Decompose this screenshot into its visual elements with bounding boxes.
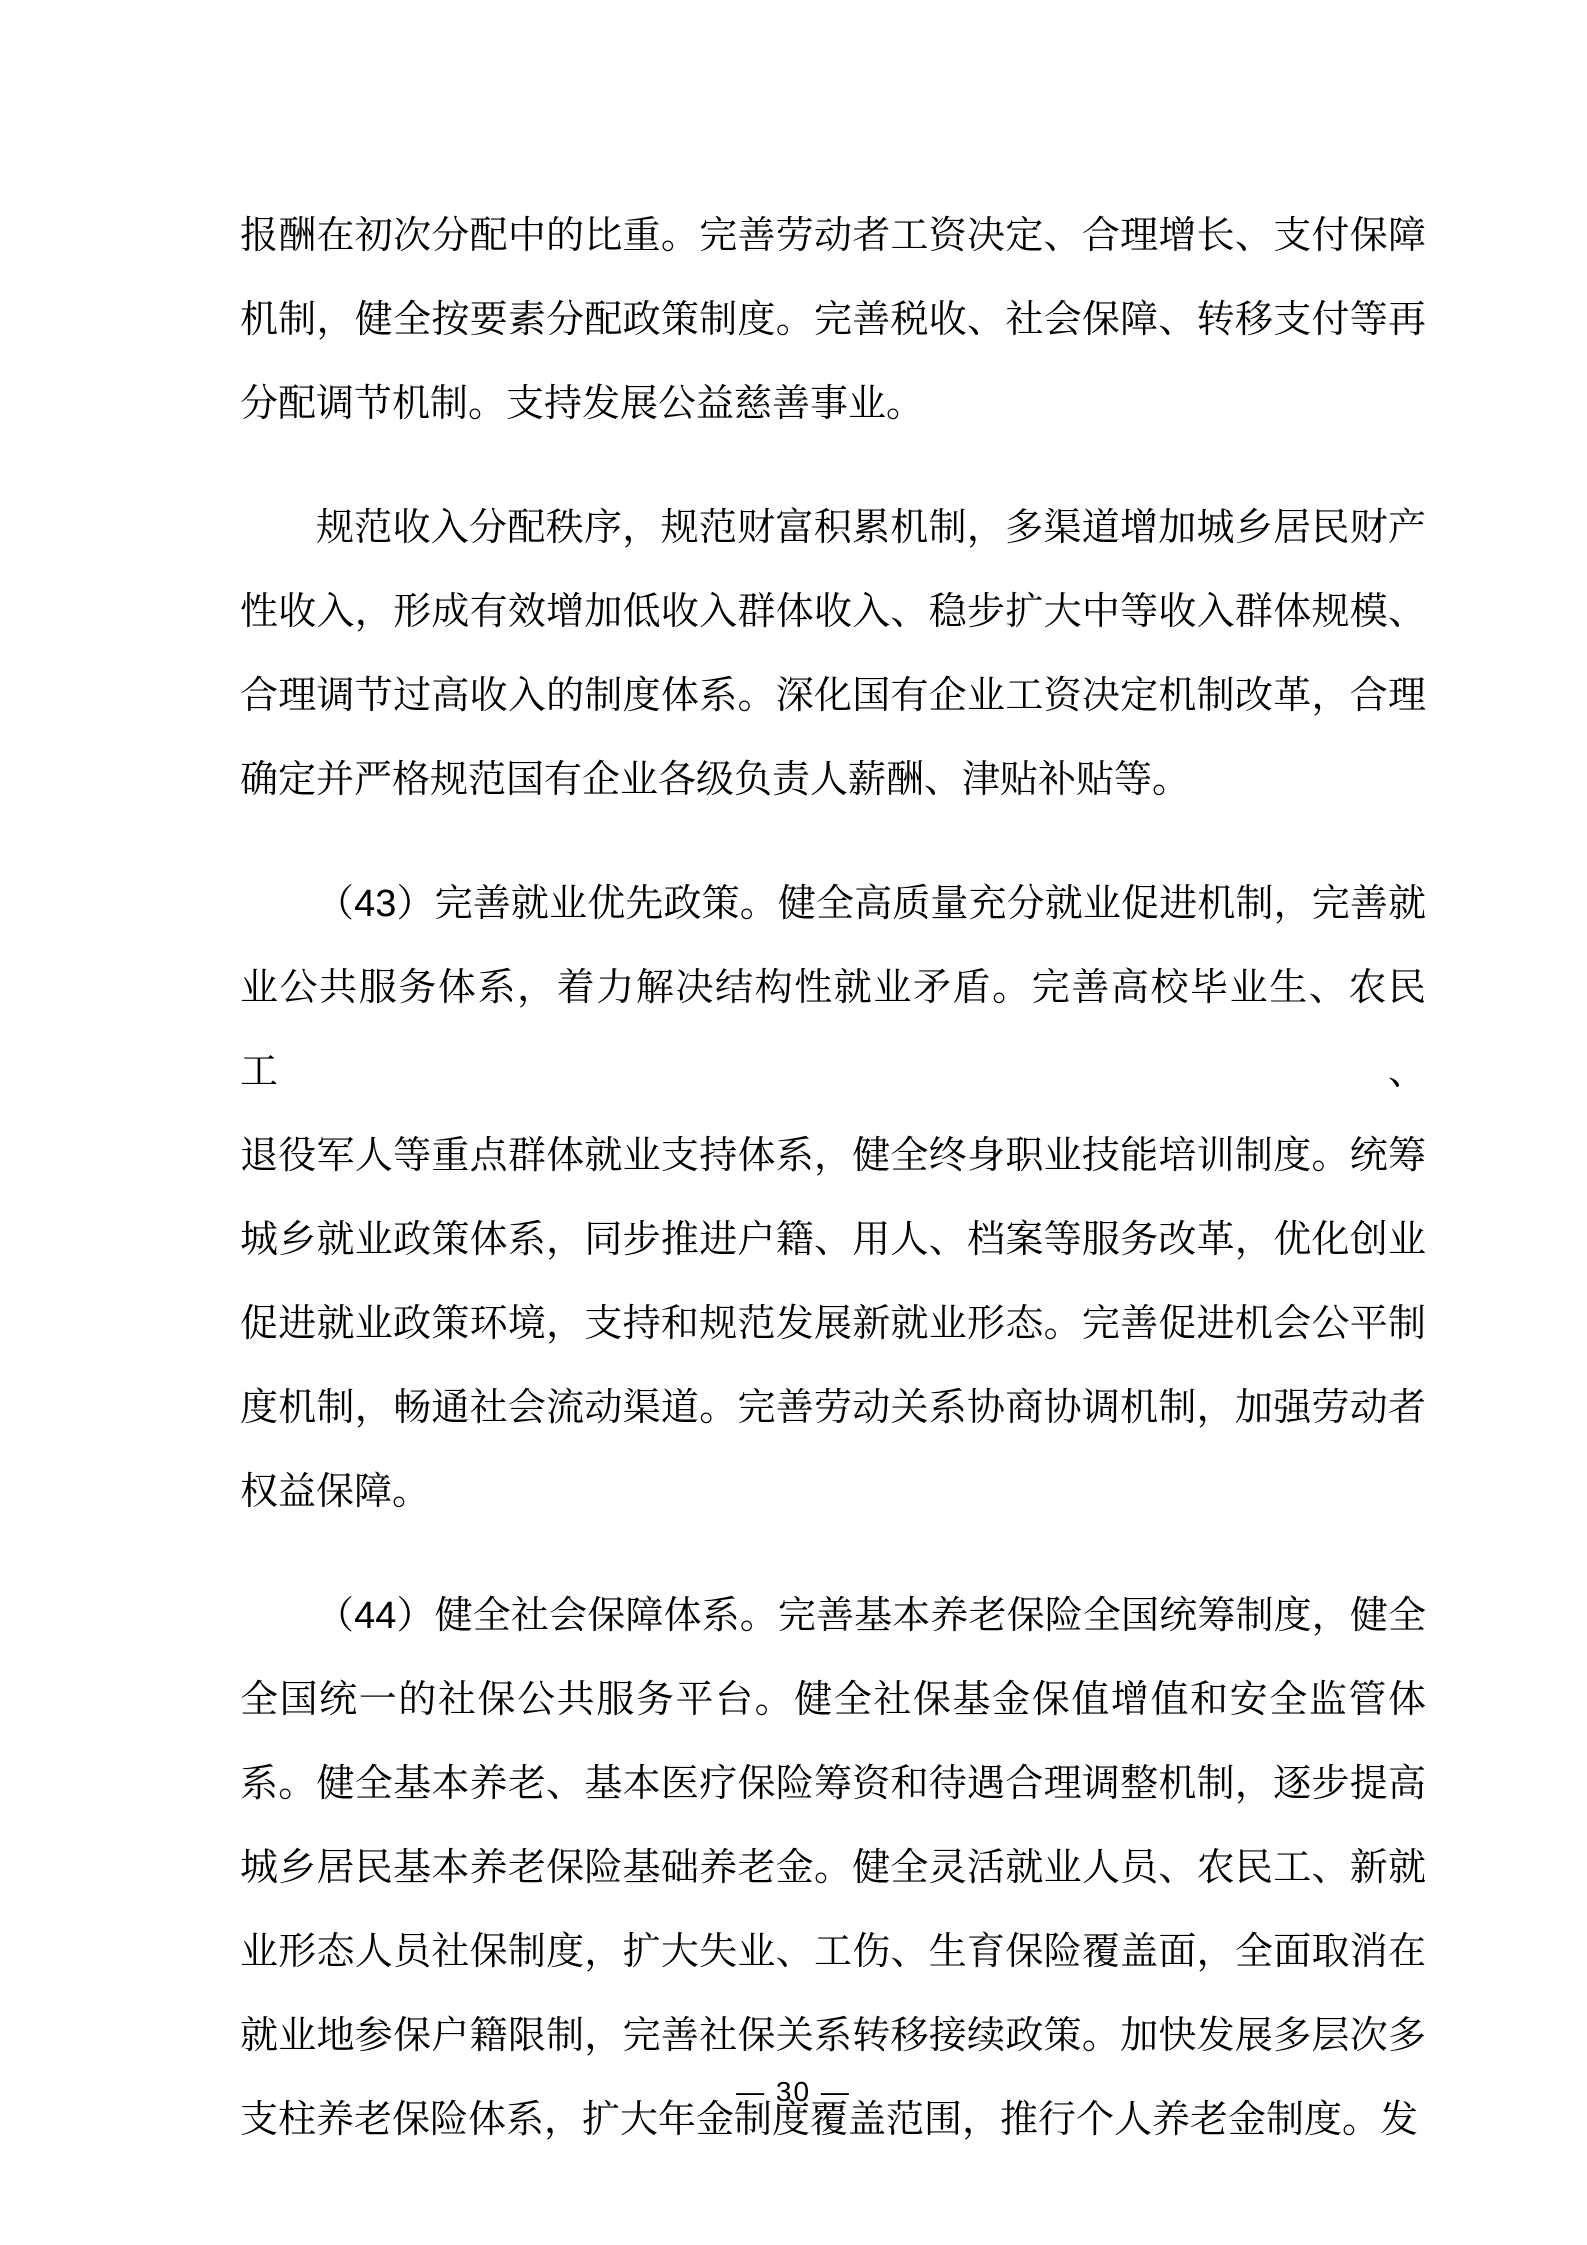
text-line: 退役军人等重点群体就业支持体系，健全终身职业技能培训制度。统筹 (240, 1135, 1426, 1177)
text-line: 业公共服务体系，着力解决结构性就业矛盾。完善高校毕业生、农民工、 (240, 967, 1426, 1093)
text-line: 分配调节机制。支持发展公益慈善事业。 (240, 383, 925, 425)
text-line: 权益保障。 (240, 1471, 431, 1513)
text-line: 业形态人员社保制度，扩大失业、工伤、生育保险覆盖面，全面取消在 (240, 1931, 1426, 1973)
text-line: 确定并严格规范国有企业各级负责人薪酬、津贴补贴等。 (240, 759, 1191, 801)
text-line: 性收入，形成有效增加低收入群体收入、稳步扩大中等收入群体规模、 (240, 591, 1426, 633)
paragraph-3 (240, 862, 1426, 1534)
page-footer (0, 2072, 1587, 2112)
text-line: 系。健全基本养老、基本医疗保险筹资和待遇合理调整机制，逐步提高 (240, 1763, 1426, 1805)
text-line: 规范收入分配秩序，规范财富积累机制，多渠道增加城乡居民财产 (316, 507, 1426, 549)
text-line: 全国统一的社保公共服务平台。健全社保基金保值增值和安全监管体 (240, 1679, 1426, 1721)
text-line: （44）健全社会保障体系。完善基本养老保险全国统筹制度，健全 (316, 1595, 1426, 1637)
text-line: 度机制，畅通社会流动渠道。完善劳动关系协商协调机制，加强劳动者 (240, 1387, 1426, 1429)
text-line: （43）完善就业优先政策。健全高质量充分就业促进机制，完善就 (316, 883, 1426, 925)
paragraph-2 (240, 486, 1426, 822)
text-line: 城乡就业政策体系，同步推进户籍、用人、档案等服务改革，优化创业 (240, 1219, 1426, 1261)
text-line: 支柱养老保险体系，扩大年金制度覆盖范围，推行个人养老金制度。发 (240, 2099, 1419, 2141)
text-line: 促进就业政策环境，支持和规范发展新就业形态。完善促进机会公平制 (240, 1303, 1426, 1345)
text-line: 报酬在初次分配中的比重。完善劳动者工资决定、合理增长、支付保障 (240, 215, 1426, 257)
page-number: — 30 — (736, 2076, 851, 2107)
text-line: 合理调节过高收入的制度体系。深化国有企业工资决定机制改革，合理 (240, 675, 1426, 717)
paragraph-1 (240, 194, 1426, 446)
text-line: 就业地参保户籍限制，完善社保关系转移接续政策。加快发展多层次多 (240, 2015, 1426, 2057)
text-line: 城乡居民基本养老保险基础养老金。健全灵活就业人员、农民工、新就 (240, 1847, 1426, 1889)
text-line: 机制，健全按要素分配政策制度。完善税收、社会保障、转移支付等再 (240, 299, 1426, 341)
document-body (240, 194, 1426, 2162)
